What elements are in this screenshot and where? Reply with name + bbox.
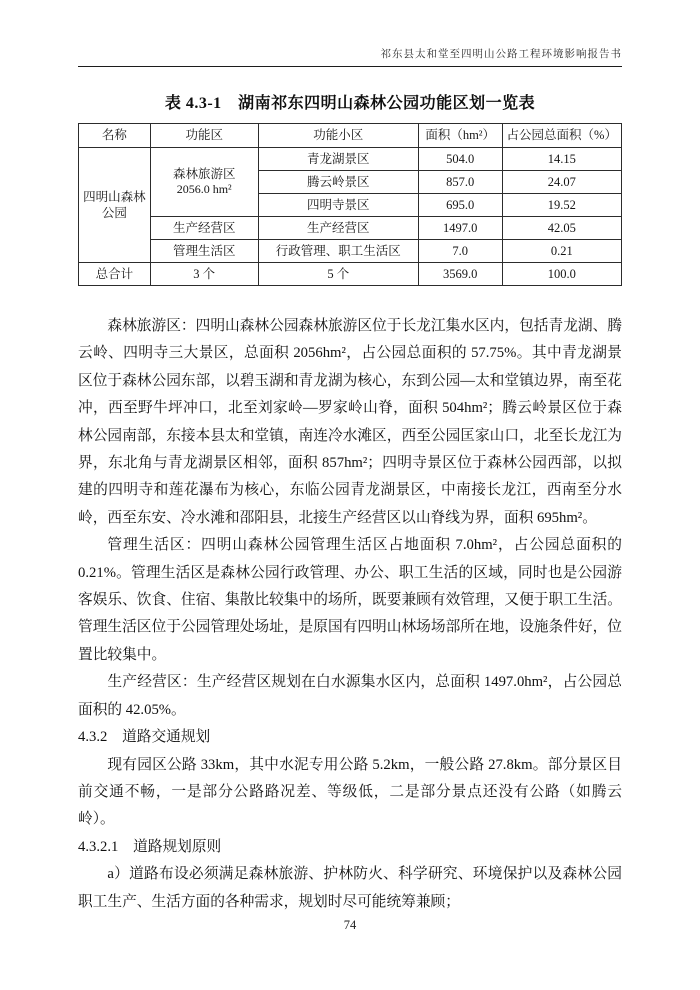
table-row: [79, 217, 622, 240]
section-heading-432: 4.3.2 道路交通规划: [78, 729, 211, 746]
column-header-name: 名称: [79, 124, 151, 148]
paragraph-production: 生产经营区：生产经营区规划在白水源集水区内，总面积 1497.0hm²，占公园总面积的 42.05%。: [78, 674, 622, 718]
functional-zones-table: [78, 123, 622, 286]
park-name-cell: 四明山森林公园: [79, 148, 151, 263]
subzone-cell: 青龙湖景区: [258, 148, 418, 171]
subzone-cell: 腾云岭景区: [258, 171, 418, 194]
subzone-cell: 行政管理、职工生活区: [258, 240, 418, 263]
area-cell: 504.0: [418, 148, 502, 171]
zone-tourism-name: 森林旅游区: [172, 167, 236, 182]
percent-cell: 24.07: [502, 171, 622, 194]
percent-cell: 19.52: [502, 194, 622, 217]
table-row: [79, 240, 622, 263]
paragraph-forest-tourism: 森林旅游区：四明山森林公园森林旅游区位于长龙江集水区内，包括青龙湖、腾云岭、四明寺三大景区，总面积 2056hm²，占公园总面积的 57.75%。其中青龙湖景区位于森林公园东部，以碧玉湖和青龙湖为核心，东到公园—太和堂镇边界，南至花冲，西至野牛坪冲口，北至刘家岭—罗家岭山脊，面积 504hm²；腾云岭景区位于森林公园南部，东接本县太和堂镇，南连冷水滩区，西至公园匡家山口，北至长龙江为界，东北角与青龙湖景区相邻，面积 857hm²；四明寺景区位于森林公园西部，以拟建的四明寺和莲花瀑布为核心，东临公园青龙湖景区，中南接长龙江，西南至分水岭，西至东安、冷水滩和邵阳县，北接生产经营区以山脊线为界，面积 695hm²。: [78, 318, 622, 526]
subzone-cell: 四明寺景区: [258, 194, 418, 217]
page-number: 74: [343, 918, 357, 932]
zone-tourism-area: 2056.0 hm²: [176, 182, 232, 197]
zone-production-cell: 生产经营区: [150, 217, 258, 240]
column-header-subzone: 功能小区: [258, 124, 418, 148]
percent-cell: 0.21: [502, 240, 622, 263]
area-cell: 695.0: [418, 194, 502, 217]
header-rule: [78, 66, 622, 67]
zone-management-cell: 管理生活区: [150, 240, 258, 263]
table-total-row: [79, 263, 622, 286]
area-cell: 7.0: [418, 240, 502, 263]
area-cell: 857.0: [418, 171, 502, 194]
total-zones-cell: 3 个: [150, 263, 258, 286]
subzone-cell: 生产经营区: [258, 217, 418, 240]
total-label-cell: 总合计: [79, 263, 151, 286]
column-header-area: 面积（hm²）: [418, 124, 502, 148]
running-head: [78, 0, 622, 61]
percent-cell: 14.15: [502, 148, 622, 171]
zone-tourism-cell: [150, 148, 258, 217]
area-cell: 1497.0: [418, 217, 502, 240]
percent-cell: 42.05: [502, 217, 622, 240]
paragraph-management-living: 管理生活区：四明山森林公园管理生活区占地面积 7.0hm²，占公园总面积的 0.21%。管理生活区是森林公园行政管理、办公、职工生活的区域，同时也是公园游客娱乐、饮食、住宿、集散比较集中的场所，既要兼顾有效管理，又便于职工生活。管理生活区位于公园管理处场址，是原国有四明山林场场部所在地，设施条件好，位置比较集中。: [78, 537, 622, 663]
section-heading-4321: 4.3.2.1 道路规划原则: [78, 838, 222, 855]
report-title: 祁东县太和堂至四明山公路工程环境影响报告书: [380, 49, 622, 60]
total-area-cell: 3569.0: [418, 263, 502, 286]
total-percent-cell: 100.0: [502, 263, 622, 286]
total-subzones-cell: 5 个: [258, 263, 418, 286]
table-row: [79, 148, 622, 171]
page-content: [78, 90, 622, 916]
column-header-percent: 占公园总面积（%）: [502, 124, 622, 148]
paragraph-road-status: 现有园区公路 33km，其中水泥专用公路 5.2km，一般公路 27.8km。部分景区目前交通不畅，一是部分公路路况差、等级低，二是部分景点还没有公路（如腾云岭）。: [78, 756, 622, 828]
table-title: 表 4.3-1 湖南祁东四明山森林公园功能区划一览表: [164, 95, 536, 112]
table-header-row: [79, 124, 622, 148]
column-header-zone: 功能区: [150, 124, 258, 148]
paragraph-road-principle-a: a）道路布设必须满足森林旅游、护林防火、科学研究、环境保护以及森林公园职工生产、生活方面的各种需求，规划时尽可能统筹兼顾；: [78, 866, 622, 910]
